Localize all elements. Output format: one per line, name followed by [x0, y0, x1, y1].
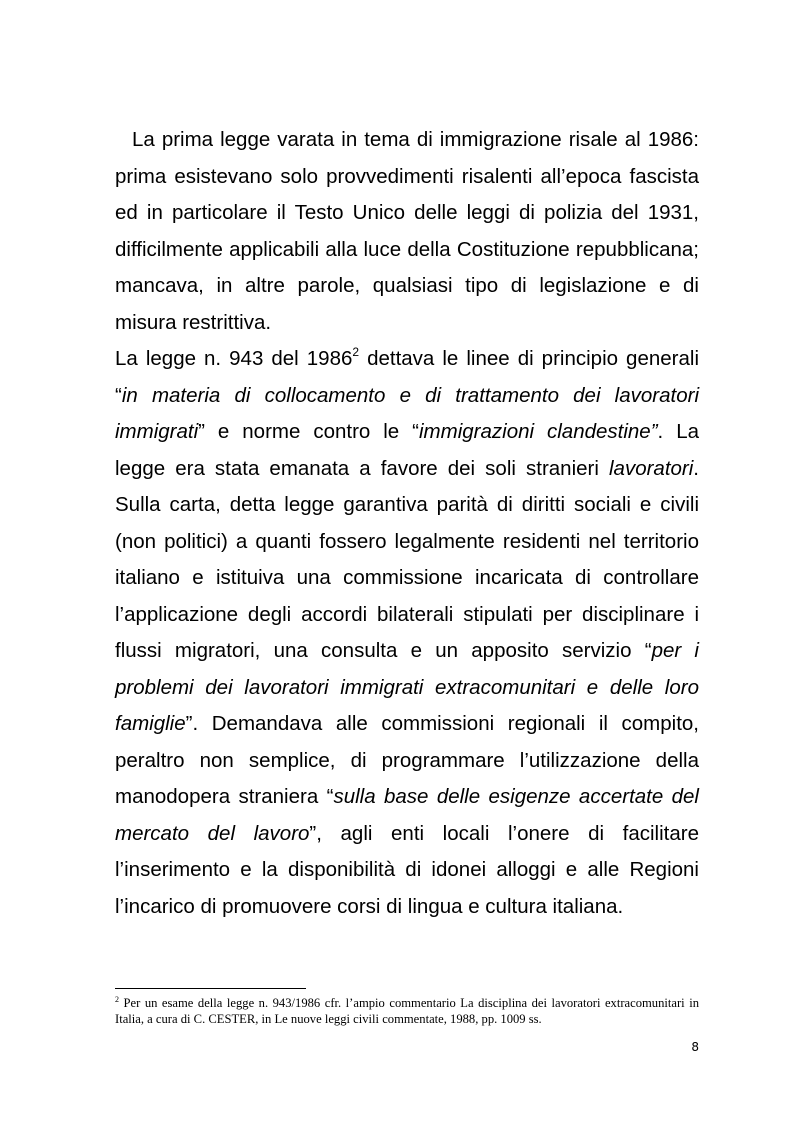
paragraph-2 [115, 341, 699, 925]
page-number: 8 [691, 1040, 699, 1054]
footnote-reference[interactable]: 2 [352, 345, 360, 359]
paragraph-2-text-6: ”. Demandava alle commissioni regionali il compito, peraltro non semplice, di programmare l’utilizzazione della manodopera straniera “ [115, 712, 699, 808]
paragraph-2-text-4: . La legge era stata emanata a favore dei soli stranieri [115, 420, 699, 480]
paragraph-2-text-5: . Sulla carta, detta legge garantiva parità di diritti sociali e civili (non politici) a quanti fossero legalmente residenti nel territorio italiano e istituiva una commissione incaricata di controllare l’applicazione degli accordi bilaterali stipulati per disciplinare i flussi migratori, una consulta e un apposito servizio “ [115, 456, 699, 662]
paragraph-2-text-2: dettava le linee di principio generali “ [115, 347, 699, 407]
paragraph-2-italic-5: sulla base delle esigenze accertate del mercato del lavoro [115, 785, 699, 845]
paragraph-2-italic-1: in materia di collocamento e di trattamento dei lavoratori immigrati [115, 383, 699, 443]
footnote-number: 2 [115, 995, 119, 1004]
paragraph-2-italic-3: lavoratori [608, 456, 694, 480]
footnote-text: Per un esame della legge n. 943/1986 cfr. l’ampio commentario La disciplina dei lavoratori extracomunitari in Italia, a cura di C. CESTER, in Le nuove leggi civili commentate, 1988, pp. 1009 ss. [115, 996, 699, 1026]
paragraph-2-italic-2: immigrazioni clandestine” [419, 420, 658, 443]
body-text [115, 122, 699, 925]
paragraph-2-text-7: ”, agli enti locali l’onere di facilitare l’inserimento e la disponibilità di idonei alloggi e alle Regioni l’incarico di promuovere corsi di lingua e cultura italiana. [115, 821, 699, 918]
paragraph-1 [115, 122, 699, 341]
paragraph-2-text-3: ” e norme contro le “ [198, 420, 419, 443]
footnote-separator [115, 988, 306, 989]
footnote [115, 996, 699, 1027]
paragraph-2-text-1: La legge n. 943 del 1986 [115, 347, 353, 370]
paragraph-2-italic-4: per i problemi dei lavoratori immigrati extracomunitari e delle loro famiglie [115, 639, 699, 735]
paragraph-1-text: La prima legge varata in tema di immigrazione risale al 1986: prima esistevano solo provvedimenti risalenti all’epoca fascista ed in particolare il Testo Unico delle leggi di polizia del 1931, difficilmente applicabili alla luce della Costituzione repubblicana; mancava, in altre parole, qualsiasi tipo di legislazione e di misura restrittiva. [115, 128, 699, 334]
